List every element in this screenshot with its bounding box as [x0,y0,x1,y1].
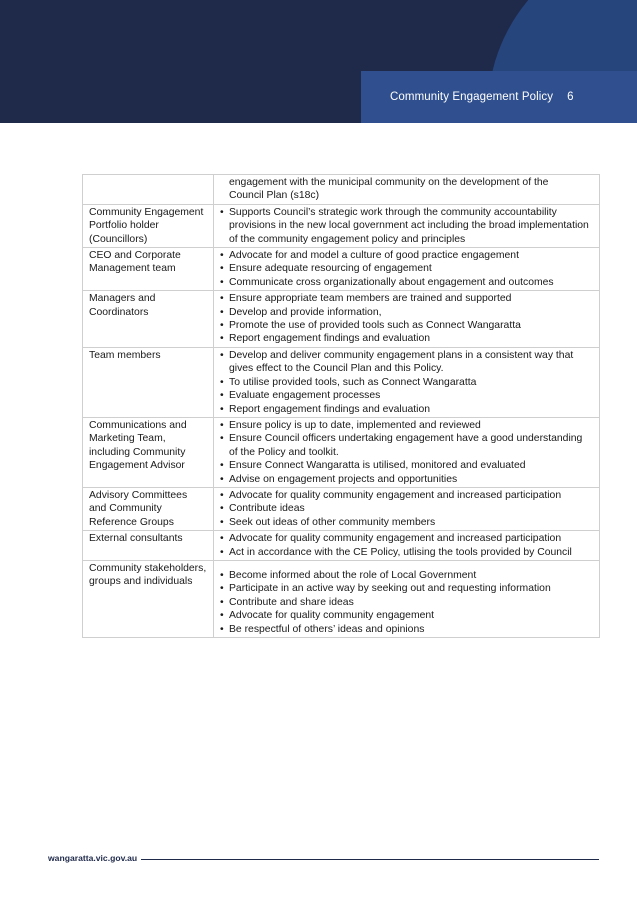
responsibility-item: • To utilise provided tools, such as Connect Wangaratta [220,376,593,389]
responsibility-item: • Report engagement findings and evaluation [220,332,593,345]
responsibilities-cell [214,487,600,530]
table-row [83,417,600,487]
responsibility-item: • Promote the use of provided tools such as Connect Wangaratta [220,319,593,332]
table-row [83,531,600,561]
responsibilities-cell [214,291,600,348]
responsibility-continuation: engagement with the municipal community on the development of the [229,177,549,188]
table-row [83,560,600,637]
responsibility-item: • Communicate cross organizationally about engagement and outcomes [220,276,593,289]
role-cell: Community Engagement Portfolio holder (Councillors) [83,204,214,247]
responsibility-item: • Ensure appropriate team members are trained and supported [220,292,593,305]
role-cell: Managers and Coordinators [83,291,214,348]
responsibility-item: • Advocate for quality community engagement and increased participation [220,532,593,545]
responsibilities-cell [214,417,600,487]
responsibility-item: • Ensure Council officers undertaking engagement have a good understanding of the Policy and toolkit. [220,432,593,459]
responsibilities-cell [214,248,600,291]
responsibilities-cell [214,560,600,637]
responsibility-item: • Become informed about the role of Local Government [220,569,593,582]
footer-divider [141,859,599,860]
footer-website-url: wangaratta.vic.gov.au [48,853,138,863]
responsibility-item: • Ensure policy is up to date, implemented and reviewed [220,419,593,432]
table-row [83,248,600,291]
table-row [83,347,600,417]
responsibility-item: • Be respectful of others’ ideas and opinions [220,623,593,636]
table-row [83,175,600,205]
responsibility-item: • Advocate for quality community engagement [220,609,593,622]
document-title: Community Engagement Policy [390,91,554,103]
table-row [83,204,600,247]
role-cell: Communications and Marketing Team, including Community Engagement Advisor [83,417,214,487]
responsibility-item: • Seek out ideas of other community members [220,516,593,529]
responsibilities-cell [214,347,600,417]
responsibilities-cell [214,175,600,205]
role-cell: Community stakeholders, groups and individuals [83,560,214,637]
role-cell: Advisory Committees and Community Reference Groups [83,487,214,530]
responsibility-item: • Report engagement findings and evaluation [220,403,593,416]
role-cell: Team members [83,347,214,417]
responsibility-item: • Advocate for quality community engagement and increased participation [220,489,593,502]
responsibility-item: • Evaluate engagement processes [220,389,593,402]
responsibility-item: • Act in accordance with the CE Policy, utlising the tools provided by Council [220,546,593,559]
responsibility-item: • Develop and provide information, [220,306,593,319]
responsibilities-cell [214,531,600,561]
responsibility-item: • Advocate for and model a culture of good practice engagement [220,249,593,262]
responsibility-item: • Participate in an active way by seeking out and requesting information [220,582,593,595]
roles-table-body [83,175,600,638]
role-cell [83,175,214,205]
responsibility-item: • Ensure Connect Wangaratta is utilised, monitored and evaluated [220,459,593,472]
table-row [83,487,600,530]
role-cell: CEO and Corporate Management team [83,248,214,291]
responsibilities-cell [214,204,600,247]
responsibility-item: • Advise on engagement projects and opportunities [220,473,593,486]
responsibility-item: • Contribute ideas [220,502,593,515]
responsibility-item: • Supports Council’s strategic work through the community accountability provisions in the new local government act including the broad implementation of the community engagement policy and principles [220,206,593,246]
table-row [83,291,600,348]
responsibility-item: • Ensure adequate resourcing of engagement [220,262,593,275]
responsibility-item: • Develop and deliver community engagement plans in a consistent way that gives effect to the Council Plan and this Policy. [220,349,593,376]
roles-responsibilities-table [82,174,600,638]
role-cell: External consultants [83,531,214,561]
page-header [0,0,637,123]
responsibility-continuation: Council Plan (s18c) [229,190,320,202]
page-number: 6 [567,91,574,103]
responsibility-item: • Contribute and share ideas [220,596,593,609]
header-title [390,91,574,103]
